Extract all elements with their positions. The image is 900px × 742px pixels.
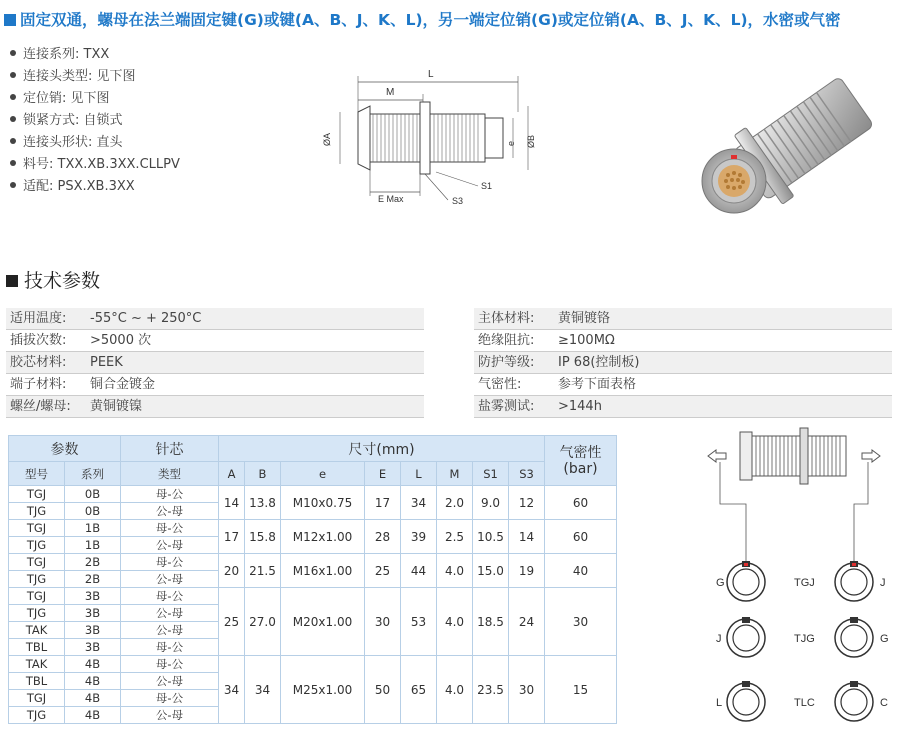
key-model-label: TJG bbox=[794, 633, 815, 645]
table-row bbox=[9, 486, 617, 503]
table-cell: 母-公 bbox=[121, 639, 219, 656]
table-cell: 母-公 bbox=[121, 588, 219, 605]
table-row bbox=[9, 520, 617, 537]
subheader-dim: S3 bbox=[509, 462, 545, 486]
spec-row: 绝缘阻抗: ≥100MΩ bbox=[474, 330, 892, 352]
dim-cell: 15.8 bbox=[245, 520, 281, 554]
dim-cell: M12x1.00 bbox=[281, 520, 365, 554]
dim-cell: 2.5 bbox=[437, 520, 473, 554]
dim-cell: 14 bbox=[509, 520, 545, 554]
airtight-cell: 60 bbox=[545, 520, 617, 554]
subheader-row bbox=[9, 462, 617, 486]
bullet-icon bbox=[10, 138, 16, 144]
table-cell: 公-母 bbox=[121, 622, 219, 639]
key-label: G bbox=[716, 577, 725, 589]
airtight-cell: 15 bbox=[545, 656, 617, 724]
spec-row: 螺丝/螺母: 黄铜镀镍 bbox=[6, 396, 424, 418]
dim-cell: 4.0 bbox=[437, 554, 473, 588]
dim-cell: 23.5 bbox=[473, 656, 509, 724]
spec-row: 适用温度: -55°C ~ + 250°C bbox=[6, 308, 424, 330]
table-cell: 3B bbox=[65, 588, 121, 605]
subheader-dim: e bbox=[281, 462, 365, 486]
table-cell: 4B bbox=[65, 656, 121, 673]
header-params: 参数 bbox=[9, 436, 121, 462]
spec-row: 端子材料: 铜合金镀金 bbox=[6, 374, 424, 396]
dim-cell: 25 bbox=[365, 554, 401, 588]
table-cell: TJG bbox=[9, 707, 65, 724]
airtight-cell: 30 bbox=[545, 588, 617, 656]
subheader-model: 型号 bbox=[9, 462, 65, 486]
table-cell: 3B bbox=[65, 639, 121, 656]
feature-item: 连接系列: TXX bbox=[10, 44, 180, 66]
subheader-dim: S1 bbox=[473, 462, 509, 486]
feature-item: 连接头类型: 见下图 bbox=[10, 66, 180, 88]
connector-product-photo bbox=[694, 76, 894, 226]
dim-cell: 24 bbox=[509, 588, 545, 656]
dim-cell: 25 bbox=[219, 588, 245, 656]
connector-technical-drawing bbox=[318, 62, 548, 212]
table-row bbox=[9, 656, 617, 673]
key-orientation-diagram bbox=[700, 420, 896, 740]
dim-cell: 34 bbox=[401, 486, 437, 520]
subheader-dim: A bbox=[219, 462, 245, 486]
dim-s1-label: S1 bbox=[481, 181, 493, 191]
table-cell: TGJ bbox=[9, 554, 65, 571]
dim-cell: 4.0 bbox=[437, 656, 473, 724]
dim-B-label: ØB bbox=[526, 134, 536, 148]
dim-cell: 20 bbox=[219, 554, 245, 588]
table-cell: TGJ bbox=[9, 690, 65, 707]
bullet-icon bbox=[10, 116, 16, 122]
subheader-dim: L bbox=[401, 462, 437, 486]
table-cell: 母-公 bbox=[121, 554, 219, 571]
dim-cell: 17 bbox=[365, 486, 401, 520]
key-label: J bbox=[880, 577, 886, 589]
dim-cell: 14 bbox=[219, 486, 245, 520]
dim-cell: 30 bbox=[509, 656, 545, 724]
table-cell: 母-公 bbox=[121, 690, 219, 707]
table-cell: TAK bbox=[9, 656, 65, 673]
subheader-dim: B bbox=[245, 462, 281, 486]
title-square-icon bbox=[4, 14, 16, 26]
subheader-type: 类型 bbox=[121, 462, 219, 486]
header-size: 尺寸(mm) bbox=[219, 436, 545, 462]
dim-cell: M10x0.75 bbox=[281, 486, 365, 520]
bullet-icon bbox=[10, 50, 16, 56]
heading-square-icon bbox=[6, 275, 18, 287]
table-cell: 公-母 bbox=[121, 673, 219, 690]
airtight-cell: 60 bbox=[545, 486, 617, 520]
table-cell: TJG bbox=[9, 605, 65, 622]
dim-cell: 39 bbox=[401, 520, 437, 554]
header-airtight: 气密性 (bar) bbox=[545, 436, 617, 486]
dim-cell: 12 bbox=[509, 486, 545, 520]
page-title bbox=[4, 8, 841, 30]
specs-left bbox=[6, 308, 424, 418]
table-cell: 0B bbox=[65, 503, 121, 520]
spec-row: 主体材料: 黄铜镀铬 bbox=[474, 308, 892, 330]
dim-A-label: ØA bbox=[322, 132, 332, 146]
table-cell: TGJ bbox=[9, 520, 65, 537]
feature-item: 适配: PSX.XB.3XX bbox=[10, 176, 180, 198]
dim-cell: 2.0 bbox=[437, 486, 473, 520]
dim-cell: 53 bbox=[401, 588, 437, 656]
spec-row: 胶芯材料: PEEK bbox=[6, 352, 424, 374]
dim-cell: 27.0 bbox=[245, 588, 281, 656]
table-cell: 1B bbox=[65, 520, 121, 537]
table-cell: 2B bbox=[65, 571, 121, 588]
table-cell: 1B bbox=[65, 537, 121, 554]
table-cell: 4B bbox=[65, 690, 121, 707]
table-cell: TJG bbox=[9, 537, 65, 554]
feature-list bbox=[10, 44, 180, 198]
dim-cell: 19 bbox=[509, 554, 545, 588]
table-cell: TJG bbox=[9, 571, 65, 588]
table-cell: 4B bbox=[65, 673, 121, 690]
spec-row: 盐雾测试: >144h bbox=[474, 396, 892, 418]
table-cell: 3B bbox=[65, 605, 121, 622]
dim-cell: M20x1.00 bbox=[281, 588, 365, 656]
feature-item: 锁紧方式: 自锁式 bbox=[10, 110, 180, 132]
table-cell: 0B bbox=[65, 486, 121, 503]
bullet-icon bbox=[10, 160, 16, 166]
table-cell: 公-母 bbox=[121, 503, 219, 520]
subheader-dim: M bbox=[437, 462, 473, 486]
dim-cell: 4.0 bbox=[437, 588, 473, 656]
dim-cell: 50 bbox=[365, 656, 401, 724]
key-label: G bbox=[880, 633, 889, 645]
dim-cell: 21.5 bbox=[245, 554, 281, 588]
dim-cell: M16x1.00 bbox=[281, 554, 365, 588]
table-cell: 4B bbox=[65, 707, 121, 724]
bullet-icon bbox=[10, 72, 16, 78]
feature-item: 定位销: 见下图 bbox=[10, 88, 180, 110]
dim-cell: 65 bbox=[401, 656, 437, 724]
dim-emax-label: E Max bbox=[378, 194, 404, 204]
header-pins: 针芯 bbox=[121, 436, 219, 462]
table-cell: 公-母 bbox=[121, 605, 219, 622]
dim-cell: 15.0 bbox=[473, 554, 509, 588]
section-heading: 技术参数 bbox=[6, 266, 100, 293]
dim-cell: 44 bbox=[401, 554, 437, 588]
table-cell: 母-公 bbox=[121, 486, 219, 503]
table-cell: TGJ bbox=[9, 588, 65, 605]
bullet-icon bbox=[10, 182, 16, 188]
table-cell: 3B bbox=[65, 622, 121, 639]
table-cell: TBL bbox=[9, 639, 65, 656]
table-cell: 母-公 bbox=[121, 656, 219, 673]
dim-cell: M25x1.00 bbox=[281, 656, 365, 724]
table-cell: TBL bbox=[9, 673, 65, 690]
spec-row: 气密性: 参考下面表格 bbox=[474, 374, 892, 396]
subheader-dim: E bbox=[365, 462, 401, 486]
key-model-label: TLC bbox=[794, 697, 815, 709]
spec-row: 防护等级: IP 68(控制板) bbox=[474, 352, 892, 374]
dim-cell: 18.5 bbox=[473, 588, 509, 656]
table-row bbox=[9, 554, 617, 571]
table-cell: 2B bbox=[65, 554, 121, 571]
feature-item: 料号: TXX.XB.3XX.CLLPV bbox=[10, 154, 180, 176]
dim-e-label: e bbox=[506, 140, 516, 146]
dim-cell: 13.8 bbox=[245, 486, 281, 520]
dim-cell: 28 bbox=[365, 520, 401, 554]
subheader-series: 系列 bbox=[65, 462, 121, 486]
dim-cell: 10.5 bbox=[473, 520, 509, 554]
bullet-icon bbox=[10, 94, 16, 100]
key-label: C bbox=[880, 697, 888, 709]
dim-M-label: M bbox=[386, 87, 395, 98]
table-cell: TJG bbox=[9, 503, 65, 520]
dim-cell: 17 bbox=[219, 520, 245, 554]
dim-s3-label: S3 bbox=[452, 196, 464, 206]
airtight-cell: 40 bbox=[545, 554, 617, 588]
dim-cell: 34 bbox=[245, 656, 281, 724]
table-cell: 公-母 bbox=[121, 537, 219, 554]
feature-item: 连接头形状: 直头 bbox=[10, 132, 180, 154]
dimension-table bbox=[8, 435, 617, 724]
title-text: 固定双通，螺母在法兰端固定键(G)或键(A、B、J、K、L)，另一端定位销(G)或定位销(A、B、J、K、L)，水密或气密 bbox=[20, 11, 841, 29]
dim-cell: 34 bbox=[219, 656, 245, 724]
table-cell: TAK bbox=[9, 622, 65, 639]
dim-L-label: L bbox=[428, 69, 434, 80]
key-label: L bbox=[716, 697, 723, 709]
table-row bbox=[9, 588, 617, 605]
spec-row: 插拔次数: >5000 次 bbox=[6, 330, 424, 352]
dimension-table-body bbox=[9, 486, 617, 724]
key-model-label: TGJ bbox=[794, 577, 815, 589]
specs-right bbox=[474, 308, 892, 418]
dim-cell: 30 bbox=[365, 588, 401, 656]
dim-cell: 9.0 bbox=[473, 486, 509, 520]
key-label: J bbox=[716, 633, 722, 645]
table-cell: 母-公 bbox=[121, 520, 219, 537]
table-cell: 公-母 bbox=[121, 707, 219, 724]
table-cell: TGJ bbox=[9, 486, 65, 503]
table-cell: 公-母 bbox=[121, 571, 219, 588]
